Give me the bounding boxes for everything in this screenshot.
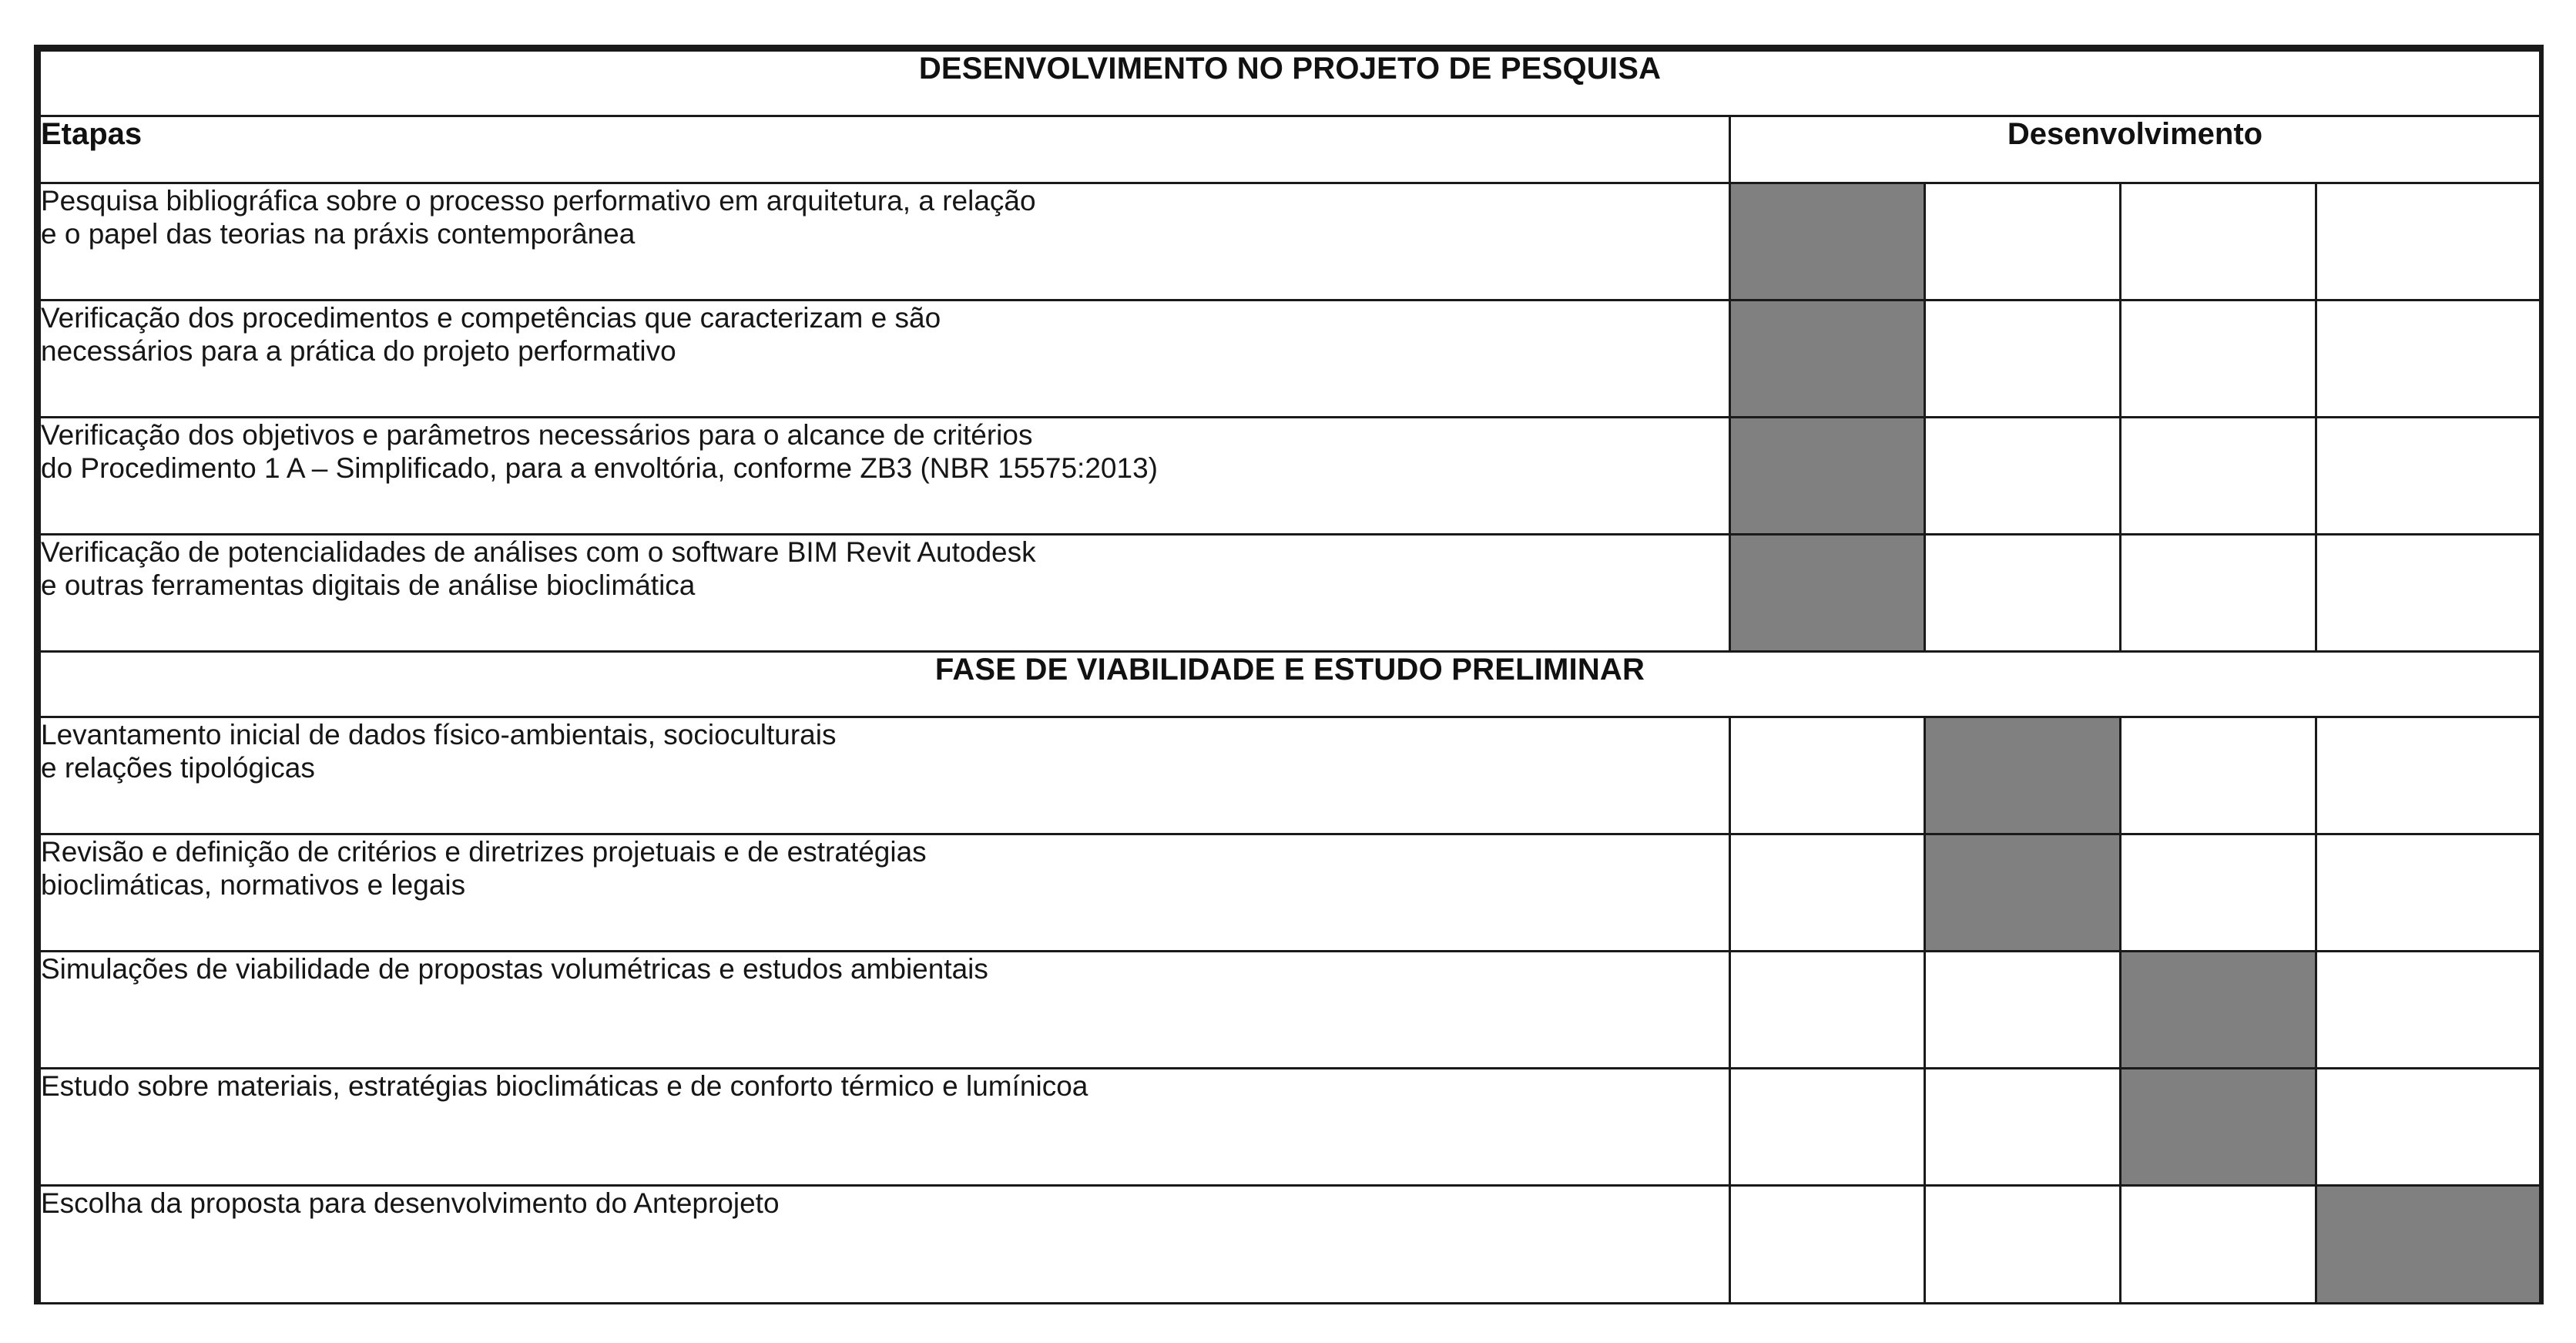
task-cell (40, 300, 1730, 418)
section-title: FASE DE VIABILIDADE E ESTUDO PRELIMINAR (40, 652, 2541, 717)
task-line-1: Verificação dos objetivos e parâmetros necessários para o alcance de critérios (41, 419, 1033, 451)
mark-cell[interactable] (1925, 717, 2121, 834)
mark-cell[interactable] (1925, 834, 2121, 952)
task-cell (40, 952, 1730, 1069)
mark-cell[interactable] (1730, 300, 1925, 418)
task-cell (40, 1186, 1730, 1304)
task-cell (40, 183, 1730, 300)
header-etapas: Etapas (40, 116, 1730, 183)
task-line-1: Estudo sobre materiais, estratégias bioclimáticas e de conforto térmico e lumínicoa (41, 1070, 1088, 1102)
mark-cell[interactable] (2316, 1186, 2541, 1304)
mark-cell[interactable] (1925, 1069, 2121, 1186)
task-line-2: necessários para a prática do projeto performativo (41, 335, 676, 368)
task-line-1: Pesquisa bibliográfica sobre o processo performativo em arquitetura, a relação (41, 185, 1036, 217)
mark-cell[interactable] (1925, 952, 2121, 1069)
mark-cell[interactable] (2316, 300, 2541, 418)
mark-cell[interactable] (2316, 834, 2541, 952)
task-cell (40, 418, 1730, 535)
column-header-row (40, 116, 2541, 183)
schedule-grid (39, 49, 2541, 1304)
task-cell (40, 717, 1730, 834)
mark-cell[interactable] (1730, 183, 1925, 300)
mark-cell[interactable] (1730, 717, 1925, 834)
mark-cell[interactable] (1730, 952, 1925, 1069)
mark-cell[interactable] (2316, 1069, 2541, 1186)
mark-cell[interactable] (1925, 1186, 2121, 1304)
mark-cell[interactable] (2316, 418, 2541, 535)
task-cell (40, 1069, 1730, 1186)
task-cell (40, 834, 1730, 952)
mark-cell[interactable] (1730, 1186, 1925, 1304)
mark-cell[interactable] (1925, 183, 2121, 300)
table-row (40, 1186, 2541, 1304)
table-row (40, 1069, 2541, 1186)
mark-cell[interactable] (1730, 834, 1925, 952)
mark-cell[interactable] (1925, 300, 2121, 418)
mark-cell[interactable] (2316, 535, 2541, 652)
mark-cell[interactable] (1730, 1069, 1925, 1186)
mark-cell[interactable] (2121, 1186, 2316, 1304)
task-line-2: bioclimáticas, normativos e legais (41, 869, 466, 901)
mark-cell[interactable] (2121, 834, 2316, 952)
mark-cell[interactable] (1730, 535, 1925, 652)
mark-cell[interactable] (2316, 717, 2541, 834)
mark-cell[interactable] (2121, 183, 2316, 300)
mark-cell[interactable] (2121, 300, 2316, 418)
task-line-2: e relações tipológicas (41, 752, 315, 784)
table-row (40, 418, 2541, 535)
table-row (40, 535, 2541, 652)
task-line-2: do Procedimento 1 A – Simplificado, para a envoltória, conforme ZB3 (NBR 15575:2013) (41, 452, 1158, 485)
task-cell (40, 535, 1730, 652)
section-banner-row (40, 652, 2541, 717)
mark-cell[interactable] (2121, 535, 2316, 652)
title-banner-row (40, 51, 2541, 116)
mark-cell[interactable] (2121, 418, 2316, 535)
table-row (40, 183, 2541, 300)
task-line-1: Simulações de viabilidade de propostas volumétricas e estudos ambientais (41, 953, 988, 985)
task-line-2: e outras ferramentas digitais de análise bioclimática (41, 569, 696, 602)
mark-cell[interactable] (2316, 183, 2541, 300)
table-row (40, 952, 2541, 1069)
task-line-1: Verificação dos procedimentos e competências que caracterizam e são (41, 302, 941, 334)
task-line-1: Revisão e definição de critérios e diretrizes projetuais e de estratégias (41, 836, 927, 868)
mark-cell[interactable] (2121, 717, 2316, 834)
header-desenvolvimento: Desenvolvimento (1730, 116, 2541, 183)
table-row (40, 834, 2541, 952)
mark-cell[interactable] (1925, 418, 2121, 535)
table-title: DESENVOLVIMENTO NO PROJETO DE PESQUISA (40, 51, 2541, 116)
task-line-1: Verificação de potencialidades de análises com o software BIM Revit Autodesk (41, 536, 1036, 568)
task-line-1: Levantamento inicial de dados físico-ambientais, socioculturais (41, 719, 837, 750)
table-row (40, 717, 2541, 834)
mark-cell[interactable] (1730, 418, 1925, 535)
mark-cell[interactable] (2316, 952, 2541, 1069)
mark-cell[interactable] (2121, 1069, 2316, 1186)
mark-cell[interactable] (1925, 535, 2121, 652)
mark-cell[interactable] (2121, 952, 2316, 1069)
table-row (40, 300, 2541, 418)
task-line-2: e o papel das teorias na práxis contemporânea (41, 218, 636, 250)
task-line-1: Escolha da proposta para desenvolvimento do Anteprojeto (41, 1187, 780, 1219)
gantt-schedule-table (34, 45, 2544, 1304)
